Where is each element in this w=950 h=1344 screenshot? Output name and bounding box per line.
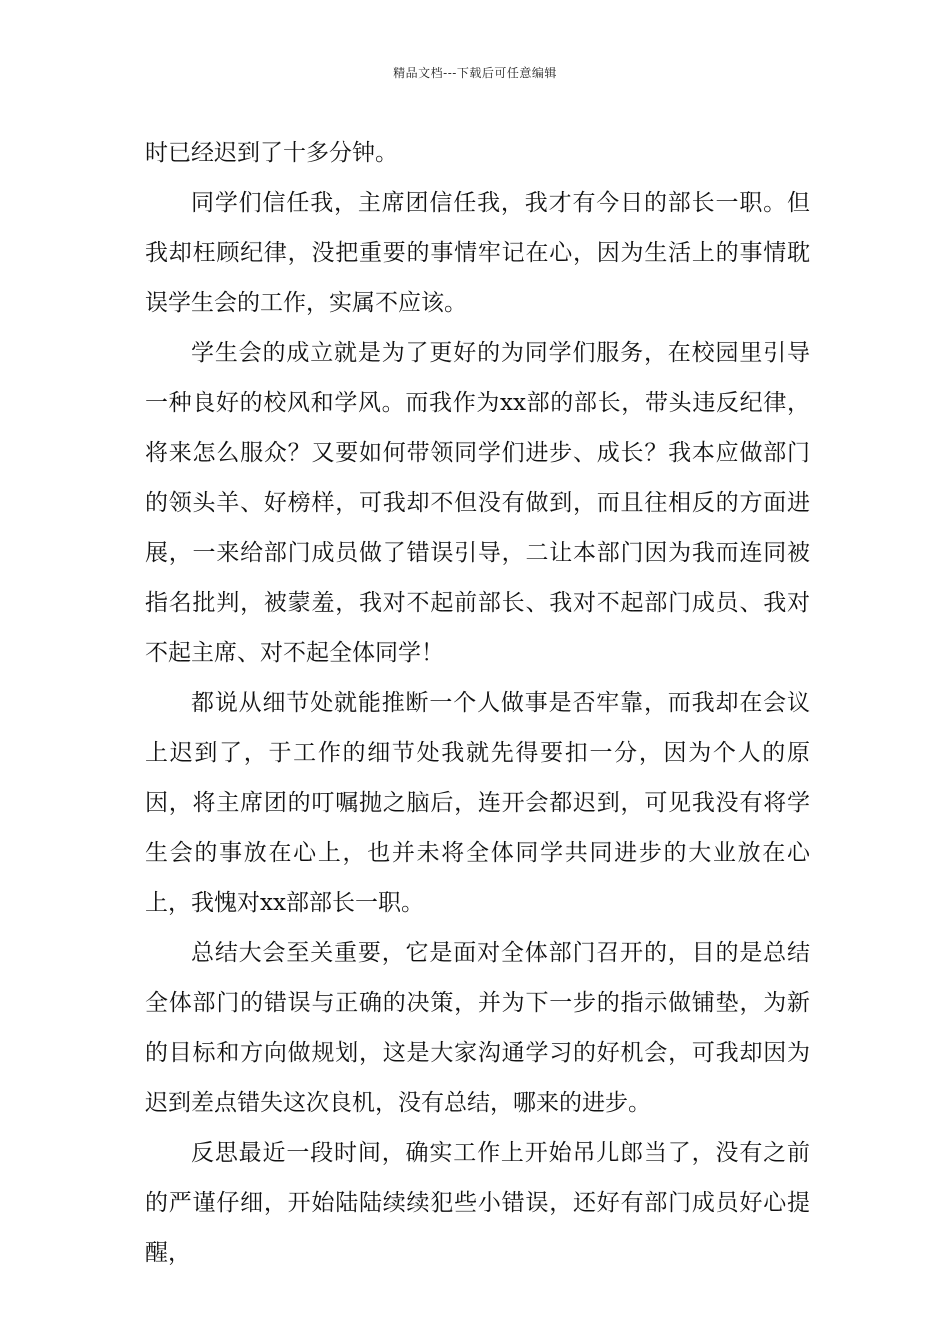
paragraph-2: 同学们信任我，主席团信任我，我才有今日的部长一职。但我却枉顾纪律，没把重要的事情牢记在心，因为生活上的事情耽误学生会的工作，实属不应该。 [145,190,810,316]
document-body [145,128,810,1278]
paragraph-5: 总结大会至关重要，它是面对全体部门召开的，目的是总结全体部门的错误与正确的决策，并为下一步的指示做铺垫，为新的目标和方向做规划，这是大家沟通学习的好机会，可我却因为迟到差点错失这次良机，没有总结，哪来的进步。 [145,940,810,1116]
paragraph-3: 学生会的成立就是为了更好的为同学们服务，在校园里引导一种良好的校风和学风。而我作为xx部的部长，带头违反纪律，将来怎么服众？又要如何带领同学们进步、成长？我本应做部门的领头羊、好榜样，可我却不但没有做到，而且往相反的方面进展，一来给部门成员做了错误引导，二让本部门因为我而连同被指名批判，被蒙羞，我对不起前部长、我对不起部门成员、我对不起主席、对不起全体同学！ [145,340,810,666]
page-header: 精品文档---下载后可任意编辑 [393,66,557,80]
paragraph-4: 都说从细节处就能推断一个人做事是否牢靠，而我却在会议上迟到了，于工作的细节处我就先得要扣一分，因为个人的原因，将主席团的叮嘱抛之脑后，连开会都迟到，可见我没有将学生会的事放在心上，也并未将全体同学共同进步的大业放在心上，我愧对xx部部长一职。 [145,690,810,916]
paragraph-6: 反思最近一段时间，确实工作上开始吊儿郎当了，没有之前的严谨仔细，开始陆陆续续犯些小错误，还好有部门成员好心提醒， [145,1140,810,1266]
paragraph-1: 时已经迟到了十多分钟。 [145,140,398,166]
